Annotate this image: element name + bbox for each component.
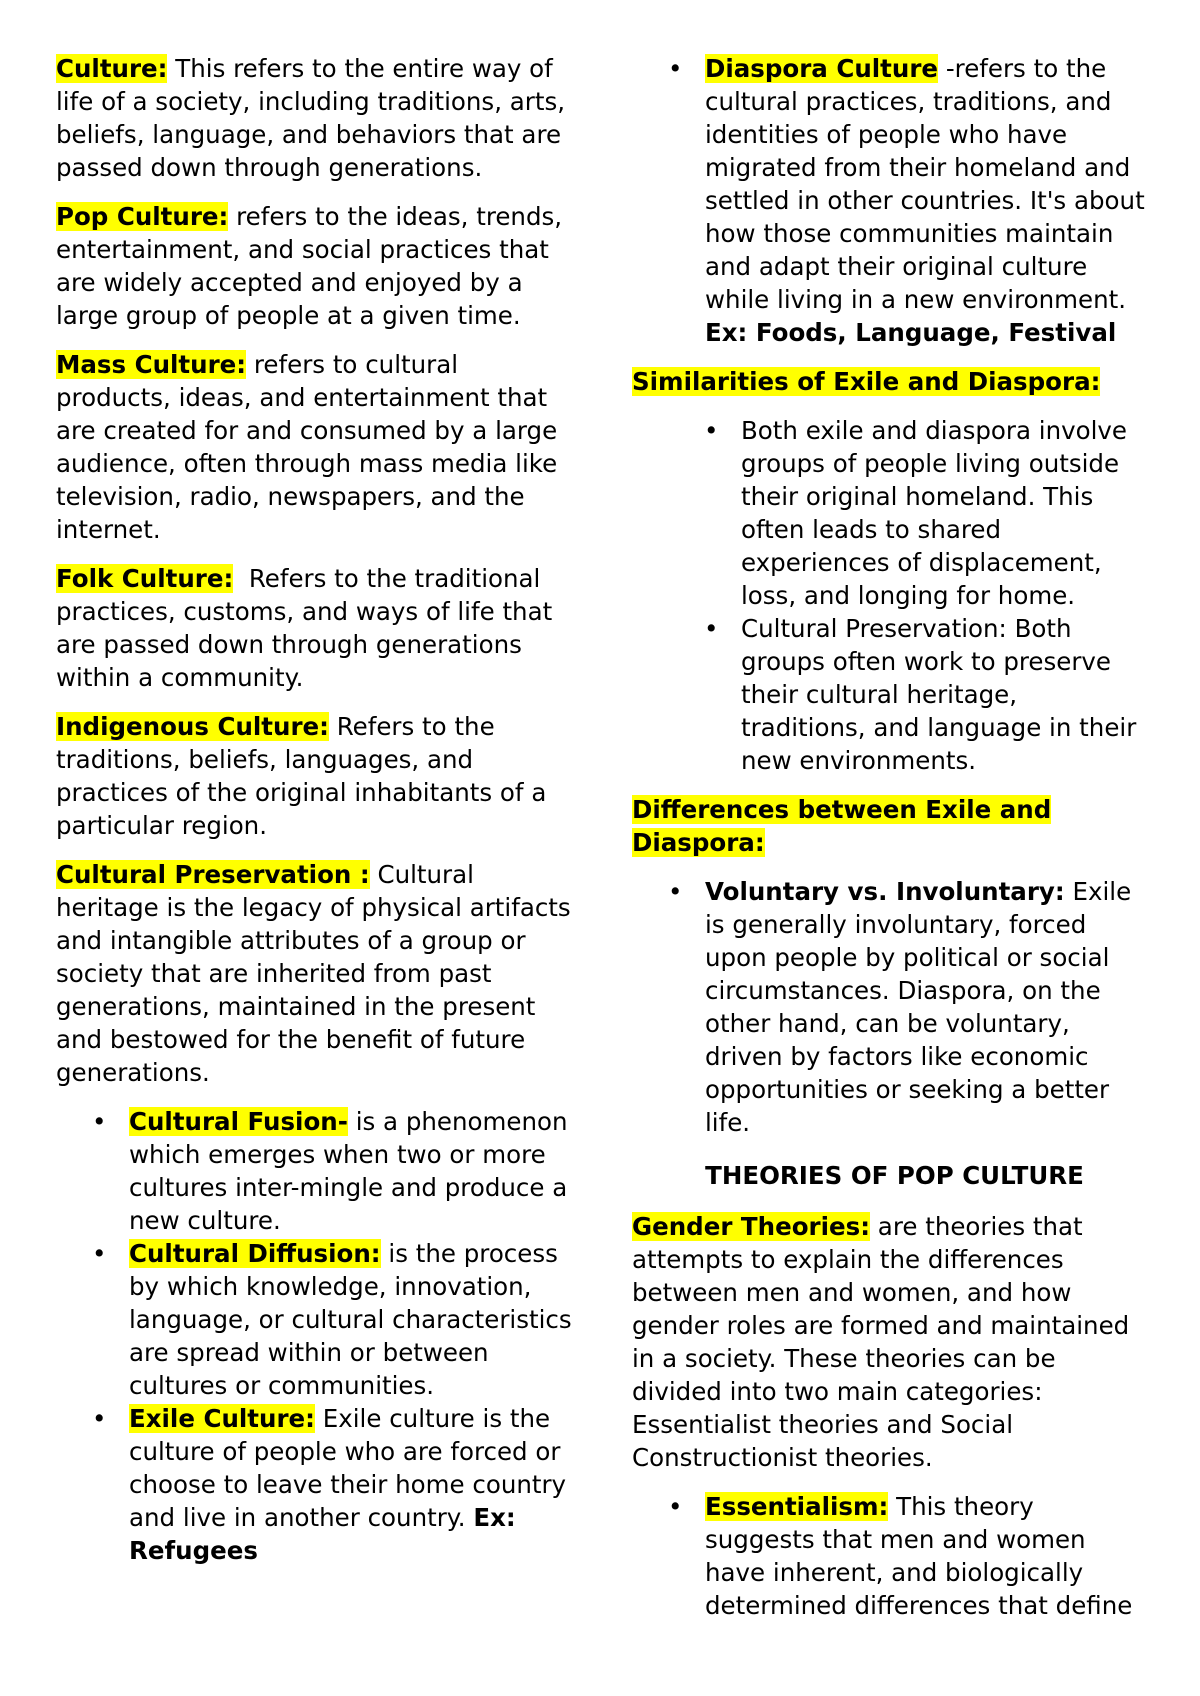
pop-culture-term: Pop Culture: bbox=[56, 202, 229, 231]
culture-definition bbox=[56, 52, 576, 184]
diaspora-culture-term: Diaspora Culture bbox=[705, 54, 939, 83]
cultural-diffusion-text: is the process by which knowledge, innovation, language, or cultural characteristics are spread within or between cultures or communities. bbox=[129, 1239, 572, 1400]
folk-culture-text: Refers to the traditional practices, customs, and ways of life that are passed down through generations within a community. bbox=[56, 564, 561, 692]
voluntary-text: Exile is generally involuntary, forced upon people by political or social circumstances. Diaspora, on the other hand, can be voluntary, driven by factors like economic opportunities or seeking a better life. bbox=[705, 877, 1132, 1137]
diaspora-list bbox=[705, 52, 1147, 349]
cultural-fusion-text: is a phenomenon which emerges when two or more cultures inter-mingle and produce a new culture. bbox=[129, 1107, 568, 1235]
similarities-heading bbox=[632, 365, 1147, 398]
mass-culture-term: Mass Culture: bbox=[56, 350, 247, 379]
gender-theories-text: are theories that attempts to explain the differences between men and women, and how gender roles are formed and maintained in a society. These theories can be divided into two main categories: Essentialist theories and Social Constructionist theories. bbox=[632, 1212, 1130, 1472]
list-item-diaspora-culture bbox=[705, 52, 1147, 349]
differences-heading bbox=[632, 793, 1147, 859]
left-column bbox=[56, 52, 576, 1583]
list-item-difference bbox=[705, 875, 1147, 1139]
pop-culture-definition bbox=[56, 200, 576, 332]
list-item-cultural-diffusion bbox=[129, 1237, 576, 1402]
gender-theories-term: Gender Theories: bbox=[632, 1212, 871, 1241]
list-item-exile-culture bbox=[129, 1402, 576, 1567]
theories-heading: THEORIES OF POP CULTURE bbox=[705, 1161, 1084, 1190]
indigenous-culture-term: Indigenous Culture: bbox=[56, 712, 329, 741]
mass-culture-definition bbox=[56, 348, 576, 546]
essentialism-list bbox=[705, 1490, 1147, 1622]
diaspora-culture-example: Ex: Foods, Language, Festival bbox=[705, 318, 1117, 347]
cultural-preservation-text: Cultural heritage is the legacy of physical artifacts and intangible attributes of a group or society that are inherited from past generations, maintained in the present and bestowed for the benefit of future generations. bbox=[56, 860, 571, 1087]
gender-theories-definition bbox=[632, 1210, 1147, 1474]
folk-culture-definition bbox=[56, 562, 576, 694]
similarities-list bbox=[741, 414, 1147, 777]
essentialism-term: Essentialism: bbox=[705, 1492, 889, 1521]
mass-culture-text: refers to cultural products, ideas, and entertainment that are created for and consumed by a large audience, often through mass media like television, radio, newspapers, and the internet. bbox=[56, 350, 558, 544]
differences-list bbox=[705, 875, 1147, 1139]
exile-culture-text: Exile culture is the culture of people who are forced or choose to leave their home country and live in another country. bbox=[129, 1404, 567, 1532]
folk-culture-term: Folk Culture: bbox=[56, 564, 234, 593]
right-column bbox=[632, 52, 1147, 1638]
diaspora-culture-text: -refers to the cultural practices, traditions, and identities of people who have migrated from their homeland and settled in other countries. It's about how those communities maintain and adapt their original culture while living in a new environment. bbox=[705, 54, 1145, 314]
cultural-preservation-definition bbox=[56, 858, 576, 1089]
list-item-cultural-fusion bbox=[129, 1105, 576, 1237]
cultural-preservation-term: Cultural Preservation : bbox=[56, 860, 370, 889]
exile-culture-term: Exile Culture: bbox=[129, 1404, 315, 1433]
cultural-diffusion-term: Cultural Diffusion: bbox=[129, 1239, 381, 1268]
list-item-similarity: • Cultural Preservation: Both groups often work to preserve their cultural heritage, traditions, and language in their new environments. bbox=[741, 612, 1147, 777]
list-item-essentialism bbox=[705, 1490, 1147, 1622]
exile-culture-example: Ex: Refugees bbox=[129, 1503, 516, 1565]
essentialism-text: This theory suggests that men and women have inherent, and biologically determined differences that define bbox=[705, 1492, 1133, 1620]
culture-term: Culture: bbox=[56, 54, 168, 83]
indigenous-culture-definition bbox=[56, 710, 576, 842]
list-item-similarity: • Both exile and diaspora involve groups of people living outside their original homeland. This often leads to shared experiences of displacement, loss, and longing for home. bbox=[741, 414, 1147, 612]
culture-text: This refers to the entire way of life of a society, including traditions, arts, beliefs, language, and behaviors that are passed down through generations. bbox=[56, 54, 566, 182]
pop-culture-text: refers to the ideas, trends, entertainment, and social practices that are widely accepted and enjoyed by a large group of people at a given time. bbox=[56, 202, 563, 330]
indigenous-culture-text: Refers to the traditions, beliefs, languages, and practices of the original inhabitants of a particular region. bbox=[56, 712, 547, 840]
cultural-concepts-list bbox=[129, 1105, 576, 1567]
differences-heading-text: Differences between Exile and Diaspora: bbox=[632, 795, 1052, 857]
voluntary-term: Voluntary vs. Involuntary: bbox=[705, 877, 1065, 906]
similarities-heading-text: Similarities of Exile and Diaspora: bbox=[632, 367, 1101, 396]
cultural-fusion-term: Cultural Fusion- bbox=[129, 1107, 348, 1136]
